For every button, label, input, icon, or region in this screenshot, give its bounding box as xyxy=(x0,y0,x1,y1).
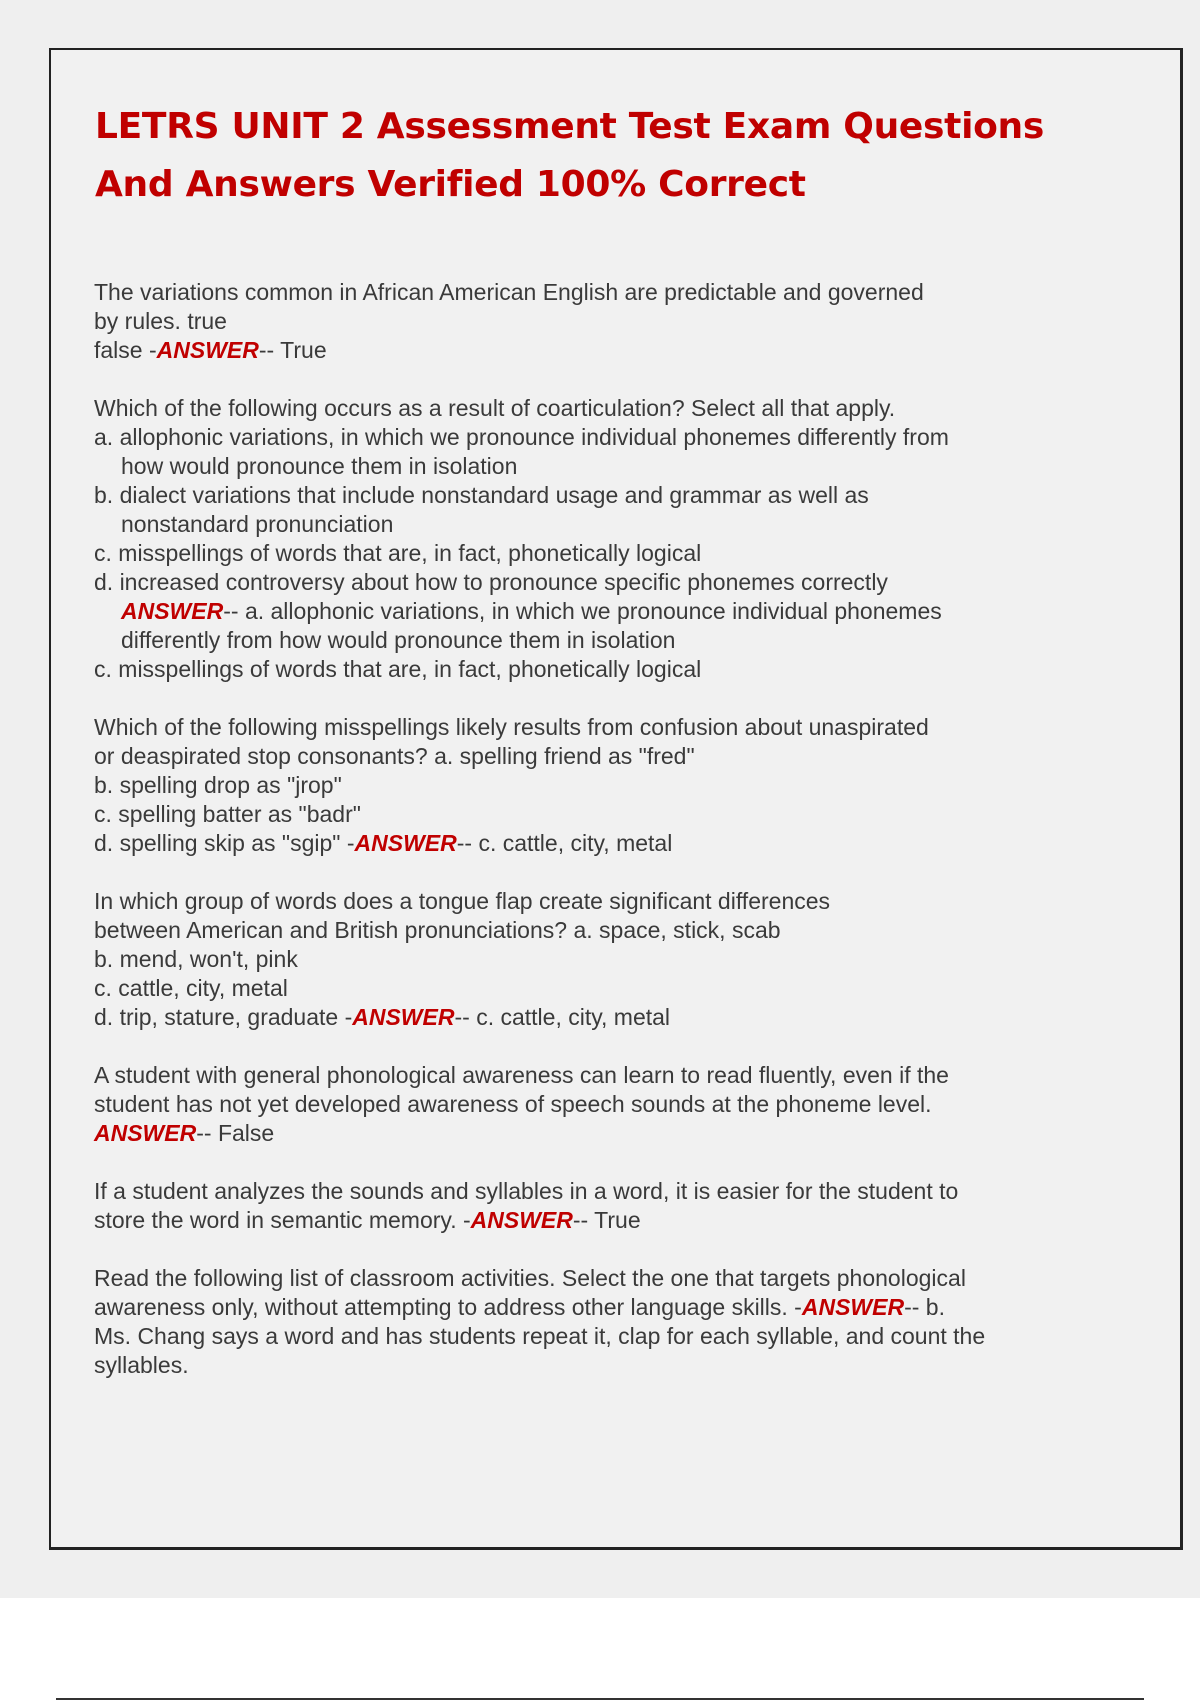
question-text: or deaspirated stop consonants? a. spelling friend as "fred" xyxy=(94,743,695,769)
question-text: In which group of words does a tongue flap create significant differences xyxy=(94,888,831,914)
qa-item-4 xyxy=(94,887,1104,1032)
option-c xyxy=(94,539,1104,568)
question-text: between American and British pronunciations? a. space, stick, scab xyxy=(94,917,781,943)
answer-line xyxy=(94,1293,1104,1322)
title-line-2: And Answers Verified 100% Correct xyxy=(95,164,806,205)
answer-text-cont: syllables. xyxy=(94,1352,189,1378)
question-text: Which of the following misspellings likely results from confusion about unaspirated xyxy=(94,714,929,740)
option-text: c. cattle, city, metal xyxy=(94,975,288,1001)
question-text: Read the following list of classroom activities. Select the one that targets phonological xyxy=(94,1265,966,1291)
question-text: A student with general phonological awareness can learn to read fluently, even if the xyxy=(94,1062,949,1088)
answer-label: ANSWER xyxy=(352,1004,455,1030)
qa-item-1 xyxy=(94,278,1104,365)
option-text: c. spelling batter as "badr" xyxy=(94,801,361,827)
answer-extra: c. misspellings of words that are, in fact, phonetically logical xyxy=(94,656,702,682)
option-b xyxy=(94,481,1104,539)
answer-prefix: awareness only, without attempting to address other language skills. - xyxy=(94,1294,802,1320)
qa-item-2 xyxy=(94,394,1104,684)
answer-prefix: d. trip, stature, graduate - xyxy=(94,1004,353,1030)
answer-line xyxy=(94,1206,1104,1235)
answer-text-cont: Ms. Chang says a word and has students repeat it, clap for each syllable, and count the xyxy=(94,1323,986,1349)
option-text-cont: nonstandard pronunciation xyxy=(121,511,394,537)
answer-text: -- a. allophonic variations, in which we pronounce individual phonemes xyxy=(223,598,942,624)
question-text: The variations common in African American English are predictable and governed xyxy=(94,279,924,305)
qa-item-3 xyxy=(94,713,1104,858)
answer-prefix: d. spelling skip as "sgip" - xyxy=(94,830,355,856)
option-text: d. increased controversy about how to pronounce specific phonemes correctly xyxy=(94,569,888,595)
answer-line xyxy=(94,1119,1104,1148)
answer-text: -- c. cattle, city, metal xyxy=(454,1004,671,1030)
option-a xyxy=(94,423,1104,481)
option-text: b. spelling drop as "jrop" xyxy=(94,772,342,798)
answer-label: ANSWER xyxy=(470,1207,573,1233)
option-d xyxy=(94,568,1104,655)
answer-label: ANSWER xyxy=(354,830,457,856)
answer-text: -- True xyxy=(572,1207,641,1233)
qa-item-5 xyxy=(94,1061,1104,1148)
answer-label: ANSWER xyxy=(121,598,224,624)
answer-prefix: store the word in semantic memory. - xyxy=(94,1207,471,1233)
answer-line xyxy=(94,336,1104,365)
question-text: Which of the following occurs as a result of coarticulation? Select all that apply. xyxy=(94,395,896,421)
question-text: student has not yet developed awareness of speech sounds at the phoneme level. xyxy=(94,1091,932,1117)
qa-item-6 xyxy=(94,1177,1104,1235)
question-text: by rules. true xyxy=(94,308,227,334)
option-text: b. dialect variations that include nonstandard usage and grammar as well as xyxy=(94,482,869,508)
option-text-cont: how would pronounce them in isolation xyxy=(121,453,518,479)
answer-text-cont: differently from how would pronounce them in isolation xyxy=(121,627,676,653)
option-text: a. allophonic variations, in which we pronounce individual phonemes differently from xyxy=(94,424,949,450)
answer-text: -- True xyxy=(258,337,327,363)
answer-line xyxy=(94,829,1104,858)
answer-text: -- b. xyxy=(904,1294,945,1320)
document-title xyxy=(95,98,1055,214)
answer-label: ANSWER xyxy=(801,1294,905,1320)
answer-text: -- False xyxy=(196,1120,275,1146)
answer-label: ANSWER xyxy=(156,337,259,363)
question-text: If a student analyzes the sounds and syllables in a word, it is easier for the student to xyxy=(94,1178,959,1204)
option-text: b. mend, won't, pink xyxy=(94,946,298,972)
answer-prefix: false - xyxy=(94,337,157,363)
answer-label: ANSWER xyxy=(94,1120,197,1146)
option-text: c. misspellings of words that are, in fact, phonetically logical xyxy=(94,540,702,566)
answer-line xyxy=(94,1003,1104,1032)
next-page-area xyxy=(0,1598,1200,1700)
qa-list xyxy=(94,278,1104,1409)
qa-item-7 xyxy=(94,1264,1104,1380)
answer-line xyxy=(121,597,1104,626)
title-line-1: LETRS UNIT 2 Assessment Test Exam Questions xyxy=(95,106,1045,147)
answer-text: -- c. cattle, city, metal xyxy=(456,830,673,856)
